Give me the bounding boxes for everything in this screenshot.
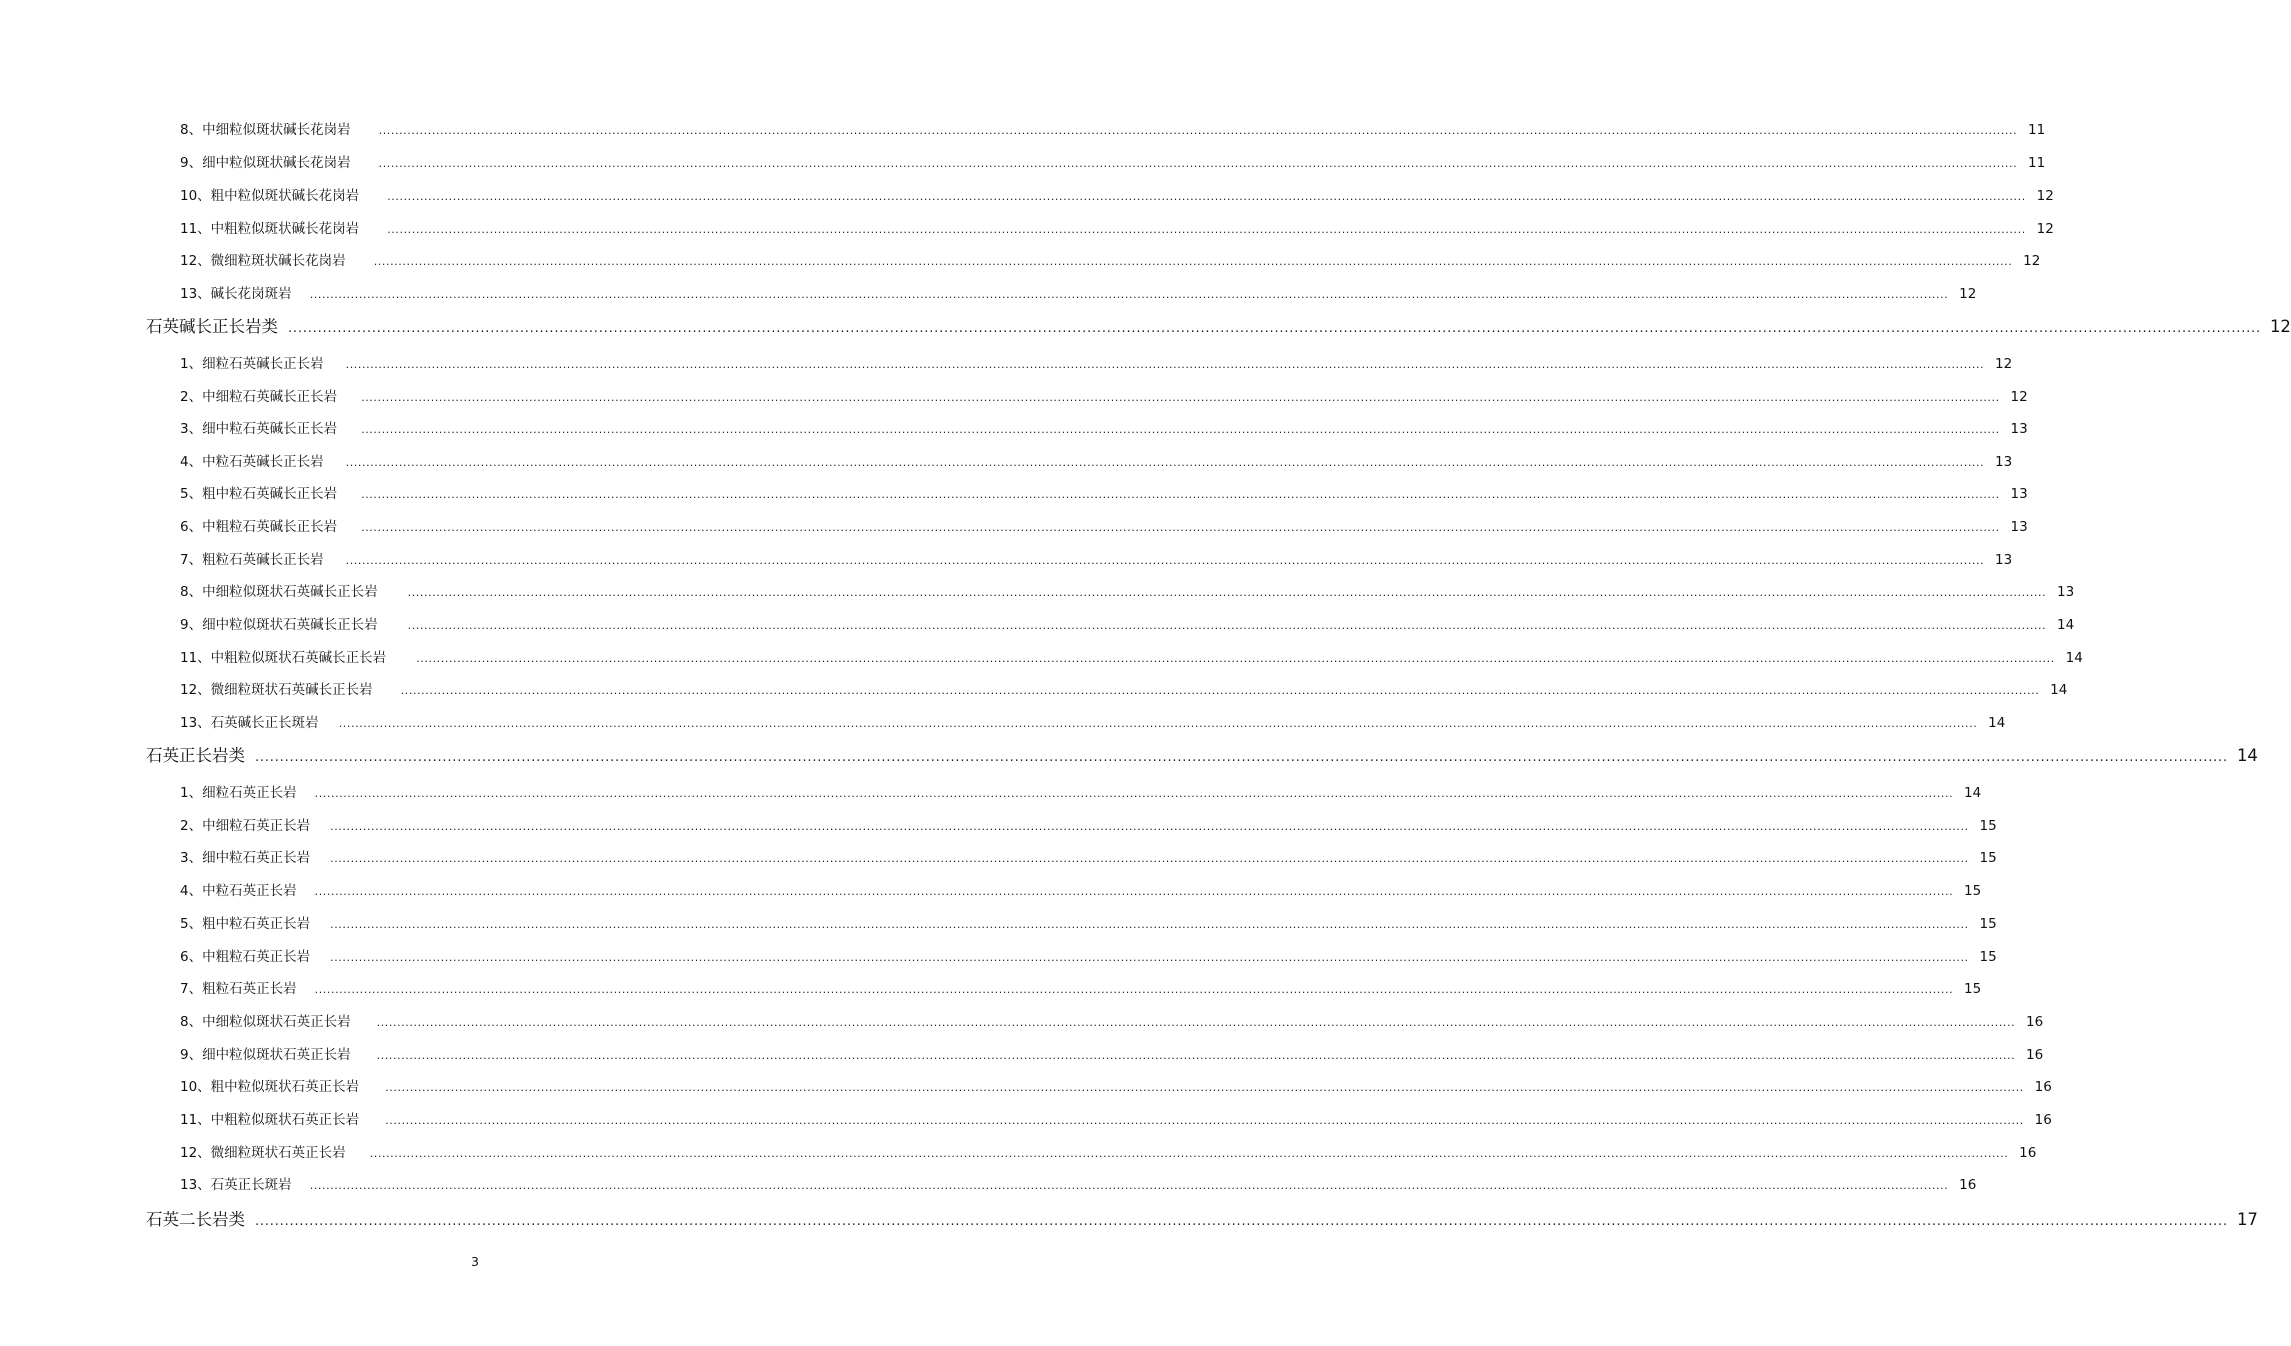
toc-entry-label: 12、微细粒斑状石英碱长正长岩 [180,682,373,698]
toc-dot-leader: ................................................................................................................................................................................................................................................................................................................................................................................................................ [400,684,2040,697]
toc-sub-entry[interactable] [180,482,2028,502]
toc-entry-label: 13、石英正长斑岩 [180,1177,292,1193]
toc-entry-label: 5、粗中粒石英碱长正长岩 [180,486,338,502]
toc-sub-entry[interactable] [180,1010,2044,1030]
toc-dot-leader: ................................................................................................................................................................................................................................................................................................................................................................................................................ [330,918,1969,931]
toc-dot-leader: ................................................................................................................................................................................................................................................................................................................................................................................................................ [255,1214,2228,1229]
toc-entry-page: 14 [2050,682,2068,698]
toc-entry-label: 12、微细粒斑状石英正长岩 [180,1145,346,1161]
toc-entry-label: 9、细中粒似斑状石英正长岩 [180,1047,351,1063]
toc-dot-leader: ................................................................................................................................................................................................................................................................................................................................................................................................................ [361,423,2000,436]
toc-sub-entry[interactable] [180,249,2041,269]
toc-dot-leader: ................................................................................................................................................................................................................................................................................................................................................................................................................ [407,586,2047,599]
toc-entry-page: 13 [2010,519,2028,535]
toc-entry-page: 15 [1979,916,1997,932]
toc-dot-leader: ................................................................................................................................................................................................................................................................................................................................................................................................................ [314,885,1954,898]
toc-dot-leader: ................................................................................................................................................................................................................................................................................................................................................................................................................ [369,1147,2009,1160]
toc-category-entry[interactable] [146,742,2258,766]
toc-entry-label: 1、细粒石英碱长正长岩 [180,356,324,372]
toc-sub-entry[interactable] [180,1075,2052,1095]
toc-entry-page: 13 [2057,584,2075,600]
toc-dot-leader: ................................................................................................................................................................................................................................................................................................................................................................................................................ [378,124,2018,137]
toc-sub-entry[interactable] [180,613,2075,633]
toc-dot-leader: ................................................................................................................................................................................................................................................................................................................................................................................................................ [385,1081,2024,1094]
toc-entry-page: 13 [2010,421,2028,437]
toc-entry-page: 12 [2269,317,2291,336]
toc-entry-page: 14 [2065,650,2083,666]
toc-entry-label: 9、细中粒似斑状碱长花岗岩 [180,155,351,171]
toc-sub-entry[interactable] [180,711,2006,731]
toc-entry-label: 3、细中粒石英正长岩 [180,850,311,866]
toc-entry-page: 13 [2010,486,2028,502]
toc-dot-leader: ................................................................................................................................................................................................................................................................................................................................................................................................................ [385,1114,2024,1127]
toc-entry-label: 5、粗中粒石英正长岩 [180,916,311,932]
toc-dot-leader: ................................................................................................................................................................................................................................................................................................................................................................................................................ [314,787,1954,800]
toc-entry-page: 15 [1979,850,1997,866]
page-number: 3 [471,1254,479,1269]
toc-dot-leader: ................................................................................................................................................................................................................................................................................................................................................................................................................ [255,750,2228,765]
toc-sub-entry[interactable] [180,1043,2044,1063]
toc-category-entry[interactable] [146,1206,2258,1230]
toc-entry-label: 9、细中粒似斑状石英碱长正长岩 [180,617,378,633]
toc-dot-leader: ................................................................................................................................................................................................................................................................................................................................................................................................................ [314,983,1954,996]
toc-entry-page: 14 [1988,715,2006,731]
toc-entry-label: 7、粗粒石英正长岩 [180,981,297,997]
toc-entry-page: 17 [2236,1210,2258,1229]
toc-entry-page: 16 [2026,1047,2044,1063]
toc-sub-entry[interactable] [180,1173,1977,1193]
toc-entry-label: 8、中细粒似斑状碱长花岗岩 [180,122,351,138]
toc-entry-page: 11 [2028,155,2046,171]
toc-entry-page: 15 [1979,949,1997,965]
toc-entry-page: 16 [1959,1177,1977,1193]
toc-sub-entry[interactable] [180,118,2046,138]
toc-entry-page: 16 [2026,1014,2044,1030]
toc-sub-entry[interactable] [180,646,2083,666]
toc-sub-entry[interactable] [180,184,2054,204]
toc-entry-label: 13、碱长花岗斑岩 [180,286,292,302]
toc-entry-label: 13、石英碱长正长斑岩 [180,715,319,731]
toc-dot-leader: ................................................................................................................................................................................................................................................................................................................................................................................................................ [345,554,1985,567]
toc-entry-label: 2、中细粒石英碱长正长岩 [180,389,338,405]
toc-entry-label: 10、粗中粒似斑状碱长花岗岩 [180,188,360,204]
toc-entry-label: 6、中粗粒石英碱长正长岩 [180,519,338,535]
toc-entry-label: 4、中粒石英正长岩 [180,883,297,899]
toc-dot-leader: ................................................................................................................................................................................................................................................................................................................................................................................................................ [288,321,2261,336]
toc-sub-entry[interactable] [180,352,2013,372]
toc-sub-entry[interactable] [180,548,2013,568]
toc-dot-leader: ................................................................................................................................................................................................................................................................................................................................................................................................................ [330,820,1969,833]
toc-sub-entry[interactable] [180,217,2054,237]
toc-sub-entry[interactable] [180,580,2075,600]
toc-entry-page: 12 [2023,253,2041,269]
toc-dot-leader: ................................................................................................................................................................................................................................................................................................................................................................................................................ [345,358,1985,371]
toc-category-entry[interactable] [146,313,2291,337]
toc-sub-entry[interactable] [180,385,2028,405]
toc-sub-entry[interactable] [180,450,2013,470]
toc-dot-leader: ................................................................................................................................................................................................................................................................................................................................................................................................................ [345,456,1985,469]
toc-sub-entry[interactable] [180,912,1997,932]
toc-sub-entry[interactable] [180,814,1997,834]
toc-entry-page: 12 [2036,188,2054,204]
toc-entry-page: 16 [2034,1112,2052,1128]
toc-entry-label: 10、粗中粒似斑状石英正长岩 [180,1079,360,1095]
toc-entry-label: 4、中粒石英碱长正长岩 [180,454,324,470]
toc-entry-label: 11、中粗粒似斑状碱长花岗岩 [180,221,360,237]
toc-entry-label: 11、中粗粒似斑状石英碱长正长岩 [180,650,387,666]
toc-entry-label: 7、粗粒石英碱长正长岩 [180,552,324,568]
toc-sub-entry[interactable] [180,945,1997,965]
toc-entry-page: 13 [1995,552,2013,568]
toc-entry-page: 16 [2034,1079,2052,1095]
toc-entry-page: 11 [2028,122,2046,138]
toc-entry-page: 12 [1995,356,2013,372]
toc-entry-page: 15 [1964,981,1982,997]
toc-entry-page: 16 [2019,1145,2037,1161]
toc-sub-entry[interactable] [180,678,2068,698]
toc-dot-leader: ................................................................................................................................................................................................................................................................................................................................................................................................................ [309,1179,1949,1192]
toc-entry-label: 3、细中粒石英碱长正长岩 [180,421,338,437]
toc-dot-leader: ................................................................................................................................................................................................................................................................................................................................................................................................................ [361,488,2000,501]
toc-dot-leader: ................................................................................................................................................................................................................................................................................................................................................................................................................ [373,255,2013,268]
toc-entry-label: 1、细粒石英正长岩 [180,785,297,801]
toc-entry-page: 12 [2036,221,2054,237]
toc-entry-label: 石英正长岩类 [146,746,245,765]
toc-dot-leader: ................................................................................................................................................................................................................................................................................................................................................................................................................ [378,157,2018,170]
toc-dot-leader: ................................................................................................................................................................................................................................................................................................................................................................................................................ [309,288,1949,301]
toc-sub-entry[interactable] [180,1141,2037,1161]
toc-entry-label: 石英二长岩类 [146,1210,245,1229]
toc-entry-label: 石英碱长正长岩类 [146,317,278,336]
toc-entry-label: 8、中细粒似斑状石英正长岩 [180,1014,351,1030]
toc-dot-leader: ................................................................................................................................................................................................................................................................................................................................................................................................................ [407,619,2047,632]
toc-dot-leader: ................................................................................................................................................................................................................................................................................................................................................................................................................ [387,223,2026,236]
toc-entry-page: 14 [2236,746,2258,765]
toc-sub-entry[interactable] [180,977,1982,997]
toc-dot-leader: ................................................................................................................................................................................................................................................................................................................................................................................................................ [387,190,2026,203]
toc-dot-leader: ................................................................................................................................................................................................................................................................................................................................................................................................................ [361,521,2000,534]
toc-entry-label: 2、中细粒石英正长岩 [180,818,311,834]
toc-entry-page: 15 [1964,883,1982,899]
toc-dot-leader: ................................................................................................................................................................................................................................................................................................................................................................................................................ [416,652,2055,665]
toc-sub-entry[interactable] [180,151,2046,171]
toc-dot-leader: ................................................................................................................................................................................................................................................................................................................................................................................................................ [376,1016,2016,1029]
toc-entry-page: 14 [1964,785,1982,801]
toc-entry-page: 13 [1995,454,2013,470]
toc-sub-entry[interactable] [180,1108,2052,1128]
toc-dot-leader: ................................................................................................................................................................................................................................................................................................................................................................................................................ [376,1049,2016,1062]
toc-sub-entry[interactable] [180,846,1997,866]
toc-entry-label: 6、中粗粒石英正长岩 [180,949,311,965]
toc-entry-label: 8、中细粒似斑状石英碱长正长岩 [180,584,378,600]
toc-dot-leader: ................................................................................................................................................................................................................................................................................................................................................................................................................ [330,852,1969,865]
toc-entry-label: 11、中粗粒似斑状石英正长岩 [180,1112,360,1128]
toc-sub-entry[interactable] [180,515,2028,535]
toc-entry-page: 12 [1959,286,1977,302]
toc-dot-leader: ................................................................................................................................................................................................................................................................................................................................................................................................................ [361,391,2000,404]
toc-dot-leader: ................................................................................................................................................................................................................................................................................................................................................................................................................ [338,717,1978,730]
toc-entry-page: 14 [2057,617,2075,633]
toc-sub-entry[interactable] [180,781,1982,801]
toc-sub-entry[interactable] [180,417,2028,437]
toc-entry-label: 12、微细粒斑状碱长花岗岩 [180,253,346,269]
toc-sub-entry[interactable] [180,879,1982,899]
toc-sub-entry[interactable] [180,282,1977,302]
toc-entry-page: 12 [2010,389,2028,405]
toc-entry-page: 15 [1979,818,1997,834]
toc-dot-leader: ................................................................................................................................................................................................................................................................................................................................................................................................................ [330,951,1969,964]
